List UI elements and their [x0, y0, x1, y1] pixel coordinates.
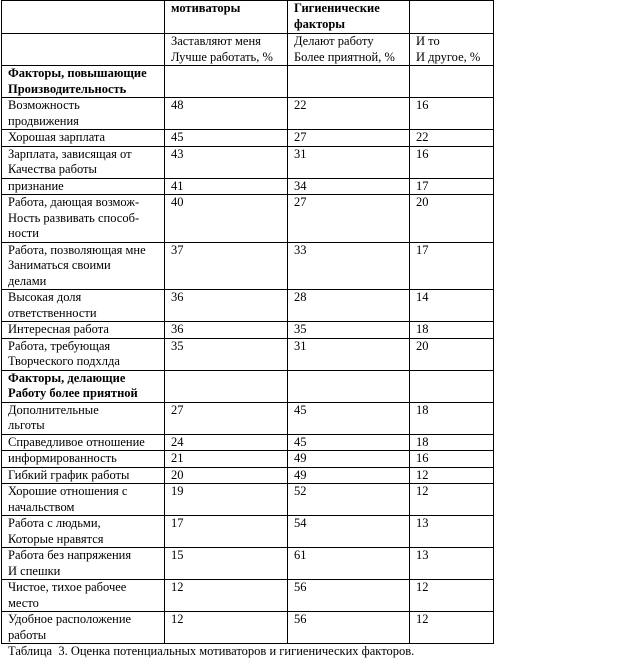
hygiene-value: 27	[288, 130, 410, 147]
table-row	[2, 98, 494, 130]
factor-label: Удобное расположение работы	[2, 612, 165, 644]
both-value: 13	[410, 548, 494, 580]
both-value: 22	[410, 130, 494, 147]
hygiene-value: 49	[288, 451, 410, 468]
hygiene-value: 31	[288, 146, 410, 178]
hygiene-value: 56	[288, 612, 410, 644]
factor-label: Справедливое отношение	[2, 434, 165, 451]
motivators-value: 36	[165, 322, 288, 339]
table-row	[2, 434, 494, 451]
both-value: 16	[410, 146, 494, 178]
section-header-row	[2, 66, 494, 98]
motivators-value: 40	[165, 195, 288, 243]
motivators-value: 48	[165, 98, 288, 130]
motivators-value: 12	[165, 612, 288, 644]
factor-label: Работа, дающая возмож- Ность развивать способ- ности	[2, 195, 165, 243]
both-value: 12	[410, 612, 494, 644]
table-row	[2, 146, 494, 178]
hygiene-value: 34	[288, 178, 410, 195]
table-row	[2, 580, 494, 612]
factor-label: Работа, требующая Творческого подхлда	[2, 338, 165, 370]
header-cell-empty	[410, 1, 494, 34]
header-better-work: Заставляют меня Лучше работать, %	[165, 34, 288, 66]
motivators-value: 19	[165, 484, 288, 516]
both-value: 13	[410, 516, 494, 548]
motivators-value: 17	[165, 516, 288, 548]
hygiene-value: 28	[288, 290, 410, 322]
header-hygiene-factors: Гигиенические факторы	[288, 1, 410, 34]
table-row	[2, 402, 494, 434]
factor-label: Работа с людьми, Которые нравятся	[2, 516, 165, 548]
hygiene-value: 49	[288, 467, 410, 484]
table-row	[2, 322, 494, 339]
header-more-pleasant: Делают работу Более приятной, %	[288, 34, 410, 66]
motivators-value: 43	[165, 146, 288, 178]
factor-label: Высокая доля ответственности	[2, 290, 165, 322]
empty-cell	[288, 370, 410, 402]
motivators-value: 41	[165, 178, 288, 195]
factor-label: Хорошая зарплата	[2, 130, 165, 147]
both-value: 20	[410, 338, 494, 370]
table-row	[2, 484, 494, 516]
both-value: 20	[410, 195, 494, 243]
table-row	[2, 130, 494, 147]
both-value: 17	[410, 242, 494, 290]
hygiene-value: 33	[288, 242, 410, 290]
motivators-value: 12	[165, 580, 288, 612]
motivators-value: 37	[165, 242, 288, 290]
header-cell-empty	[2, 34, 165, 66]
table-row	[2, 516, 494, 548]
factor-label: Чистое, тихое рабочее место	[2, 580, 165, 612]
section-title: Факторы, повышающие Производительность	[2, 66, 165, 98]
both-value: 17	[410, 178, 494, 195]
factor-label: Дополнительные льготы	[2, 402, 165, 434]
hygiene-value: 61	[288, 548, 410, 580]
both-value: 18	[410, 322, 494, 339]
both-value: 12	[410, 467, 494, 484]
table-row	[2, 548, 494, 580]
section-title: Факторы, делающие Работу более приятной	[2, 370, 165, 402]
both-value: 16	[410, 451, 494, 468]
motivators-value: 21	[165, 451, 288, 468]
empty-cell	[165, 370, 288, 402]
hygiene-value: 45	[288, 402, 410, 434]
empty-cell	[165, 66, 288, 98]
factor-label: информированность	[2, 451, 165, 468]
hygiene-value: 35	[288, 322, 410, 339]
both-value: 14	[410, 290, 494, 322]
table-row	[2, 338, 494, 370]
factors-table	[1, 0, 494, 644]
table-row	[2, 612, 494, 644]
table-row	[2, 467, 494, 484]
empty-cell	[288, 66, 410, 98]
hygiene-value: 31	[288, 338, 410, 370]
hygiene-value: 45	[288, 434, 410, 451]
hygiene-value: 54	[288, 516, 410, 548]
table-caption: Таблица 3. Оценка потенциальных мотиваторов и гигиенических факторов.	[8, 644, 415, 658]
hygiene-value: 52	[288, 484, 410, 516]
table-row	[2, 451, 494, 468]
header-cell-empty	[2, 1, 165, 34]
factor-label: Работа без напряжения И спешки	[2, 548, 165, 580]
header-motivators: мотиваторы	[165, 1, 288, 34]
table-row	[2, 242, 494, 290]
hygiene-value: 27	[288, 195, 410, 243]
empty-cell	[410, 370, 494, 402]
header-row-1	[2, 1, 494, 34]
empty-cell	[410, 66, 494, 98]
both-value: 12	[410, 580, 494, 612]
factor-label: Зарплата, зависящая от Качества работы	[2, 146, 165, 178]
motivators-value: 45	[165, 130, 288, 147]
factor-label: Хорошие отношения с начальством	[2, 484, 165, 516]
table-row	[2, 290, 494, 322]
factor-label: Гибкий график работы	[2, 467, 165, 484]
table-row	[2, 195, 494, 243]
factor-label: Работа, позволяющая мне Заниматься своими делами	[2, 242, 165, 290]
header-row-2	[2, 34, 494, 66]
motivators-value: 20	[165, 467, 288, 484]
both-value: 18	[410, 402, 494, 434]
motivators-value: 24	[165, 434, 288, 451]
header-both: И то И другое, %	[410, 34, 494, 66]
both-value: 16	[410, 98, 494, 130]
factor-label: Возможность продвижения	[2, 98, 165, 130]
both-value: 18	[410, 434, 494, 451]
hygiene-value: 56	[288, 580, 410, 612]
table-row	[2, 178, 494, 195]
section-header-row	[2, 370, 494, 402]
hygiene-value: 22	[288, 98, 410, 130]
motivators-value: 36	[165, 290, 288, 322]
factor-label: Интересная работа	[2, 322, 165, 339]
motivators-value: 27	[165, 402, 288, 434]
both-value: 12	[410, 484, 494, 516]
factor-label: признание	[2, 178, 165, 195]
motivators-value: 35	[165, 338, 288, 370]
motivators-value: 15	[165, 548, 288, 580]
